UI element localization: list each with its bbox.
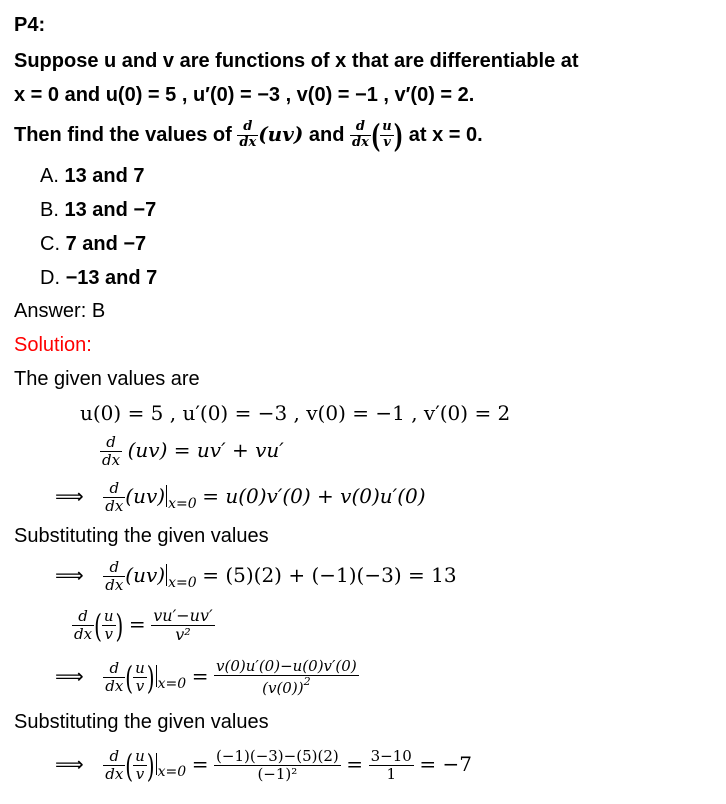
answer-line [14, 298, 105, 324]
option-b [40, 197, 156, 223]
option-letter: B. [40, 199, 59, 221]
option-text: 7 and −7 [65, 233, 147, 255]
option-text: −13 and 7 [65, 267, 158, 289]
solution-heading: Solution: [14, 334, 92, 356]
product-result: ⟹ $\frac{d}{dx}$ (uv) $_{x=0}$ = (5)(2) + (−1)(−3) = 13 [55, 557, 457, 595]
product-result-rhs: = (5)(2) + (−1)(−3) = 13 [202, 563, 457, 587]
d-dx-operator: $\frac{d}{dx}$ [105, 557, 124, 595]
simplified-fraction: $\frac{3-10}{1}$ [370, 746, 412, 784]
problem-line-3-prefix: Then find the values of [14, 124, 232, 146]
quotient-at-zero: ⟹ $\frac{d}{dx}$ ( $\frac{u}{v}$ ) $_{x=0}$ = $\frac{v(0)u'(0)-u(0)v'(0)}{(v(0))^2}$ [55, 656, 357, 698]
d-dx-operator: $\frac{d}{dx}$ [102, 432, 121, 470]
u-over-v: $\frac{u}{v}$ [382, 119, 392, 151]
d-dx-operator: $\frac{d}{dx}$ [105, 746, 124, 784]
option-a [40, 163, 145, 189]
quotient-rule: $\frac{d}{dx}$ ( $\frac{u}{v}$ ) = $\frac{vu'-uv'}{\text{v²}}$ [74, 605, 213, 645]
product-at-zero: ⟹ $\frac{d}{dx}$ (uv) $_{x=0}$ = u(0)v′(0) + v(0)u′(0) [55, 478, 426, 516]
option-letter: D. [40, 267, 60, 289]
implies-icon: ⟹ [55, 484, 84, 508]
given-intro: The given values are [14, 368, 200, 390]
d-dx-operator: $\frac{d}{dx}$ [105, 658, 124, 696]
product-rule [100, 428, 284, 473]
problem-line-3-mid: and [308, 124, 345, 146]
problem-line-1: Suppose u and v are functions of x that are differentiable at [14, 50, 579, 72]
d-dx-operator: $\frac{d}{dx}$ [239, 119, 257, 151]
quotient-rule-fraction: $\frac{vu'-uv'}{\text{v²}}$ [153, 605, 213, 645]
given-values: u(0) = 5 , u′(0) = −3 , v(0) = −1 , v′(0) = 2 [80, 401, 511, 425]
u-over-v: $\frac{u}{v}$ [135, 746, 145, 784]
d-dx-operator: $\frac{d}{dx}$ [74, 606, 93, 644]
problem-line-2: x = 0 and u(0) = 5 , u′(0) = −3 , v(0) = −1 , v′(0) = 2. [14, 84, 475, 106]
option-letter: A. [40, 165, 59, 187]
final-result: = −7 [419, 752, 472, 776]
quotient-result: ⟹ $\frac{d}{dx}$ ( $\frac{u}{v}$ ) $_{x=0}$ = $\frac{(-1)(-3)-(5)(2)}{\text{(−1)²}}$ = $\frac{3-10}{1}$ = −7 [55, 746, 472, 785]
problem-line-3-suffix: at x = 0. [408, 124, 483, 146]
d-dx-operator: $\frac{d}{dx}$ [105, 478, 124, 516]
implies-icon: ⟹ [55, 664, 84, 688]
option-text: 13 and 7 [64, 165, 145, 187]
u-over-v: $\frac{u}{v}$ [103, 606, 114, 644]
implies-icon: ⟹ [55, 563, 84, 587]
product-at-zero-rhs: = u(0)v′(0) + v(0)u′(0) [202, 484, 426, 508]
implies-icon: ⟹ [55, 752, 84, 776]
d-dx-operator: $\frac{d}{dx}$ [351, 119, 369, 151]
problem-label: P4: [14, 14, 46, 36]
product-rule-rhs: (uv) = uv′ + vu′ [127, 438, 284, 462]
option-d [40, 265, 157, 291]
option-c [40, 231, 146, 257]
quotient-substituted-fraction: $\frac{(-1)(-3)-(5)(2)}{\text{(−1)²}}$ [216, 746, 339, 784]
option-text: 13 and −7 [64, 199, 157, 221]
answer-label: Answer: [14, 300, 87, 322]
substituting-heading-1: Substituting the given values [14, 525, 269, 547]
option-letter: C. [40, 233, 60, 255]
substituting-heading-2: Substituting the given values [14, 711, 269, 733]
answer-value: B [91, 300, 106, 322]
problem-line-3: Then find the values of $\frac{d}{dx}$ (uv) and $\frac{d}{dx}$ ( $\frac{u}{v}$ ) at x = 0. [14, 116, 483, 155]
quotient-at-zero-fraction: $\frac{v(0)u'(0)-u(0)v'(0)}{(v(0))^2}$ [216, 656, 357, 698]
u-over-v: $\frac{u}{v}$ [135, 658, 145, 696]
